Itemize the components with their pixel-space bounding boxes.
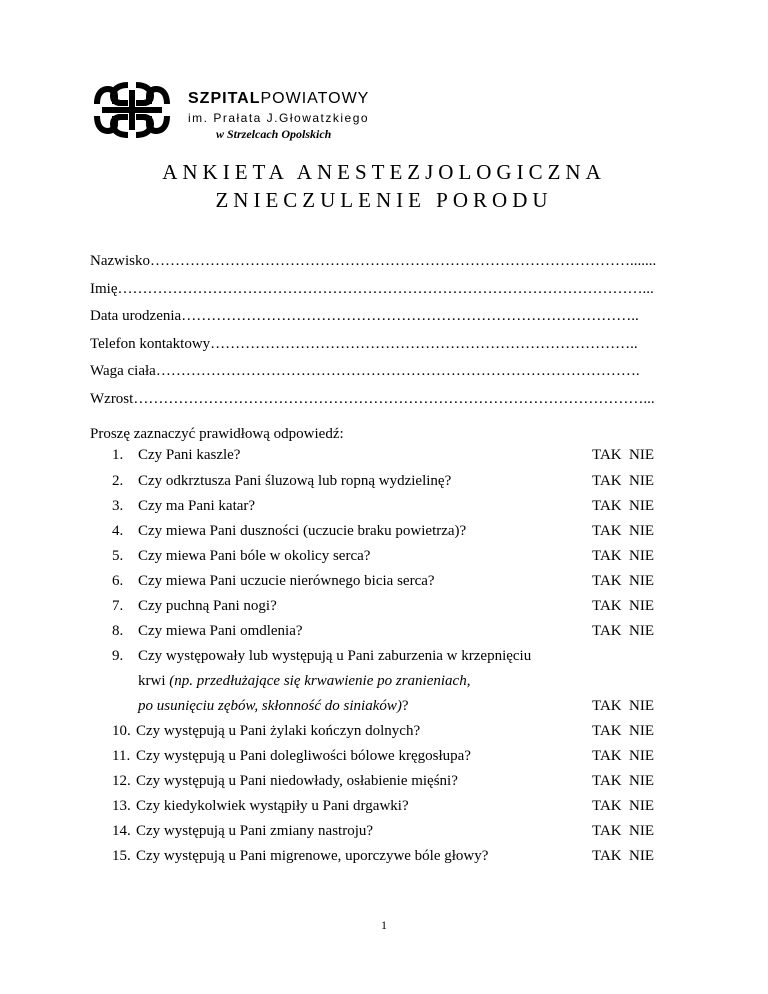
answer-13 <box>592 796 654 816</box>
question-8: 8. Czy miewa Pani omdlenia? <box>112 623 303 639</box>
answer-12 <box>592 771 654 791</box>
answer-6 <box>592 571 654 591</box>
answer-9 <box>592 696 654 716</box>
answer-yes[interactable]: TAK <box>592 498 622 514</box>
answer-no[interactable]: NIE <box>629 573 654 589</box>
answer-yes[interactable]: TAK <box>592 823 622 839</box>
question-9-line-3: po usunięciu zębów, skłonność do siniaków)? <box>138 698 409 714</box>
field-height[interactable]: Wzrost…………………………………………………………………………………………... <box>90 390 655 407</box>
question-9: 9. Czy występowały lub występują u Pani zaburzenia w krzepnięciu <box>112 648 532 664</box>
form-title: ANKIETA ANESTEZJOLOGICZNA <box>162 160 606 184</box>
hospital-patron: im. Prałata J.Głowatzkiego <box>188 111 370 125</box>
question-10: 10. Czy występują u Pani żylaki kończyn dolnych? <box>112 723 421 739</box>
answer-yes[interactable]: TAK <box>592 473 622 489</box>
answer-no[interactable]: NIE <box>629 598 654 614</box>
answer-yes[interactable]: TAK <box>592 623 622 639</box>
question-5: 5. Czy miewa Pani bóle w okolicy serca? <box>112 548 371 564</box>
answer-2 <box>592 471 654 491</box>
question-7: 7. Czy puchną Pani nogi? <box>112 598 277 614</box>
answer-no[interactable]: NIE <box>629 623 654 639</box>
question-14: 14. Czy występują u Pani zmiany nastroju? <box>112 823 374 839</box>
question-3: 3. Czy ma Pani katar? <box>112 498 256 514</box>
answer-no[interactable]: NIE <box>629 773 654 789</box>
answer-no[interactable]: NIE <box>629 848 654 864</box>
answer-3 <box>592 496 654 516</box>
answer-yes[interactable]: TAK <box>592 598 622 614</box>
question-11: 11. Czy występują u Pani dolegliwości bólowe kręgosłupa? <box>112 748 471 764</box>
question-15: 15. Czy występują u Pani migrenowe, uporczywe bóle głowy? <box>112 848 489 864</box>
answer-yes[interactable]: TAK <box>592 773 622 789</box>
answer-15 <box>592 846 654 866</box>
answer-5 <box>592 546 654 566</box>
answer-11 <box>592 746 654 766</box>
answer-14 <box>592 821 654 841</box>
field-phone[interactable]: Telefon kontaktowy………………………………………………………………………….. <box>90 335 638 352</box>
question-4: 4. Czy miewa Pani duszności (uczucie braku powietrza)? <box>112 523 467 539</box>
answer-no[interactable]: NIE <box>629 723 654 739</box>
answer-yes[interactable]: TAK <box>592 698 622 714</box>
answer-yes[interactable]: TAK <box>592 573 622 589</box>
hospital-brand <box>188 90 369 141</box>
page-number: 1 <box>381 918 387 932</box>
answer-yes[interactable]: TAK <box>592 523 622 539</box>
answer-yes[interactable]: TAK <box>592 548 622 564</box>
form-subtitle: ZNIECZULENIE PORODU <box>215 188 553 212</box>
answer-yes[interactable]: TAK <box>592 798 622 814</box>
personal-data-fields <box>90 251 680 417</box>
answer-yes[interactable]: TAK <box>592 447 622 463</box>
answer-1 <box>592 445 654 465</box>
answer-no[interactable]: NIE <box>629 798 654 814</box>
answer-no[interactable]: NIE <box>629 447 654 463</box>
hospital-cross-logo-icon <box>90 78 174 142</box>
answer-no[interactable]: NIE <box>629 698 654 714</box>
hospital-name: SZPITALPOWIATOWY <box>188 90 370 107</box>
field-first-name[interactable]: Imię……………………………………………………………………………………………... <box>90 280 654 297</box>
field-birth-date[interactable]: Data urodzenia……………………………………………………………………………….. <box>90 308 639 325</box>
answer-yes[interactable]: TAK <box>592 848 622 864</box>
answer-10 <box>592 721 654 741</box>
instructions: Proszę zaznaczyć prawidłową odpowiedź: <box>90 426 344 442</box>
question-1: 1. Czy Pani kaszle? <box>112 447 241 463</box>
question-13: 13. Czy kiedykolwiek wystąpiły u Pani drgawki? <box>112 798 409 814</box>
answer-no[interactable]: NIE <box>629 548 654 564</box>
answer-8 <box>592 621 654 641</box>
hospital-logo <box>90 78 174 142</box>
question-9-line-2: krwi (np. przedłużające się krwawienie po zranieniach, <box>138 673 471 689</box>
question-12: 12. Czy występują u Pani niedowłady, osłabienie mięśni? <box>112 773 458 789</box>
answer-4 <box>592 521 654 541</box>
field-surname[interactable]: Nazwisko……………………………………………………………………………………....... <box>90 253 657 269</box>
answer-no[interactable]: NIE <box>629 473 654 489</box>
answer-no[interactable]: NIE <box>629 823 654 839</box>
hospital-city: w Strzelcach Opolskich <box>216 127 332 141</box>
answer-7 <box>592 596 654 616</box>
field-weight[interactable]: Waga ciała……………………………………………………………………………………. <box>90 363 640 380</box>
answer-yes[interactable]: TAK <box>592 723 622 739</box>
answer-no[interactable]: NIE <box>629 748 654 764</box>
question-2: 2. Czy odkrztusza Pani śluzową lub ropną wydzielinę? <box>112 473 452 489</box>
answer-no[interactable]: NIE <box>629 498 654 514</box>
answer-yes[interactable]: TAK <box>592 748 622 764</box>
answer-no[interactable]: NIE <box>629 523 654 539</box>
question-6: 6. Czy miewa Pani uczucie nierównego bicia serca? <box>112 573 435 589</box>
